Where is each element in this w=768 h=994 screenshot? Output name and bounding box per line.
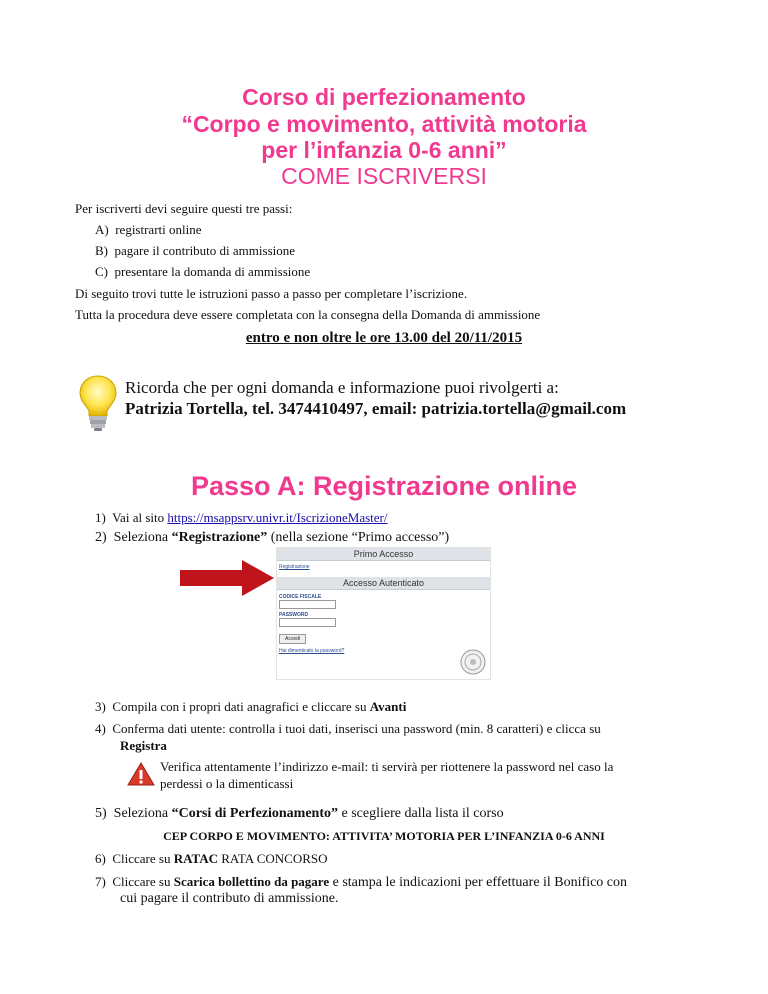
list-label: C): [95, 264, 108, 279]
list-item: [95, 264, 310, 280]
step-text: Conferma dati utente: controlla i tuoi dati, inserisci una password (min. 8 caratteri) e clicca su: [112, 721, 601, 736]
accesso-autenticato-header: Accesso Autenticato: [277, 577, 490, 590]
list-text: registrarti online: [115, 222, 202, 237]
step-number: 2): [95, 530, 107, 545]
title-line-2: “Corpo e movimento, attività motoria: [181, 111, 587, 137]
step-number: 6): [95, 851, 106, 866]
step-7-cont: cui pagare il contributo di ammissione.: [120, 891, 339, 906]
warning-line-1: Verifica attentamente l’indirizzo e-mail: ti servirà per riottenere la password nel caso la: [160, 759, 614, 774]
step-number: 1): [95, 510, 106, 525]
step-6: [95, 850, 328, 868]
list-text: presentare la domanda di ammissione: [114, 264, 311, 279]
accedi-button[interactable]: Accedi: [279, 634, 306, 644]
password-input[interactable]: [279, 618, 336, 627]
step-bold: “Registrazione”: [171, 530, 268, 545]
list-item: [95, 222, 202, 238]
step-bold: Avanti: [369, 699, 407, 714]
site-link[interactable]: https://msappsrv.univr.it/IscrizioneMaster/: [167, 510, 388, 525]
forgot-password-link[interactable]: Hai dimenticato la password?: [279, 648, 345, 654]
intro-lead: Per iscriverti devi seguire questi tre passi:: [75, 201, 293, 216]
list-text: pagare il contributo di ammissione: [114, 243, 296, 258]
step-text: Seleziona: [113, 530, 172, 545]
list-label: A): [95, 222, 109, 237]
university-seal-icon: [460, 649, 486, 675]
step-4-cont: [120, 737, 167, 755]
section-title: Passo A: Registrazione online: [190, 471, 578, 501]
codice-fiscale-input[interactable]: [279, 600, 336, 609]
step-text: Vai al sito: [112, 510, 168, 525]
step-3: [95, 698, 406, 716]
step-5: [95, 805, 504, 823]
password-label: PASSWORD: [279, 612, 309, 618]
step-text: e stampa le indicazioni per effettuare il Bonifico con: [329, 875, 628, 890]
step-bold: “Corsi di Perfezionamento”: [171, 806, 339, 821]
registrazione-link[interactable]: Registrazione: [279, 564, 310, 570]
step-text: Seleziona: [113, 806, 172, 821]
step-text: (nella sezione “Primo accesso”): [267, 530, 450, 545]
intro-follow-2: Tutta la procedura deve essere completata con la consegna della Domanda di ammissione: [75, 307, 541, 322]
course-name: CEP CORPO E MOVIMENTO: ATTIVITA’ MOTORIA PER L’INFANZIA 0-6 ANNI: [163, 829, 605, 843]
intro-follow-1: Di seguito trovi tutte le istruzioni passo a passo per completare l’iscrizione.: [75, 286, 468, 301]
title-line-3: per l’infanzia 0-6 anni”: [261, 137, 507, 163]
title-line-1: Corso di perfezionamento: [242, 84, 526, 110]
login-screenshot: [276, 547, 491, 680]
step-text: Cliccare su: [112, 874, 174, 889]
step-1: [95, 509, 387, 527]
list-item: [95, 243, 295, 259]
codice-fiscale-label: CODICE FISCALE: [279, 594, 322, 600]
step-text: e scegliere dalla lista il corso: [338, 806, 504, 821]
step-text: RATA CONCORSO: [218, 851, 328, 866]
step-number: 5): [95, 806, 107, 821]
subtitle: COME ISCRIVERSI: [281, 163, 487, 189]
contact-line-1: Ricorda che per ogni domanda e informazione puoi rivolgerti a:: [125, 378, 559, 397]
warning-icon: [127, 762, 155, 786]
step-number: 3): [95, 699, 106, 714]
step-bold: RATAC: [173, 851, 219, 866]
arrow-right-icon: [180, 560, 274, 596]
warning-line-2: perdessi o la dimenticassi: [160, 776, 294, 791]
primo-accesso-header: Primo Accesso: [277, 548, 490, 561]
step-bold: Registra: [120, 738, 167, 753]
step-number: 4): [95, 721, 106, 736]
list-label: B): [95, 243, 108, 258]
contact-line-2: Patrizia Tortella, tel. 3474410497, email: patrizia.tortella@gmail.com: [125, 399, 627, 418]
step-bold: Scarica bollettino da pagare: [173, 874, 330, 889]
step-2: [95, 529, 449, 547]
deadline: entro e non oltre le ore 13.00 del 20/11/2015: [245, 330, 523, 346]
step-text: Cliccare su: [112, 851, 174, 866]
step-text: Compila con i propri dati anagrafici e cliccare su: [112, 699, 370, 714]
lightbulb-icon: [78, 374, 118, 432]
step-4: [95, 720, 601, 738]
step-number: 7): [95, 874, 106, 889]
